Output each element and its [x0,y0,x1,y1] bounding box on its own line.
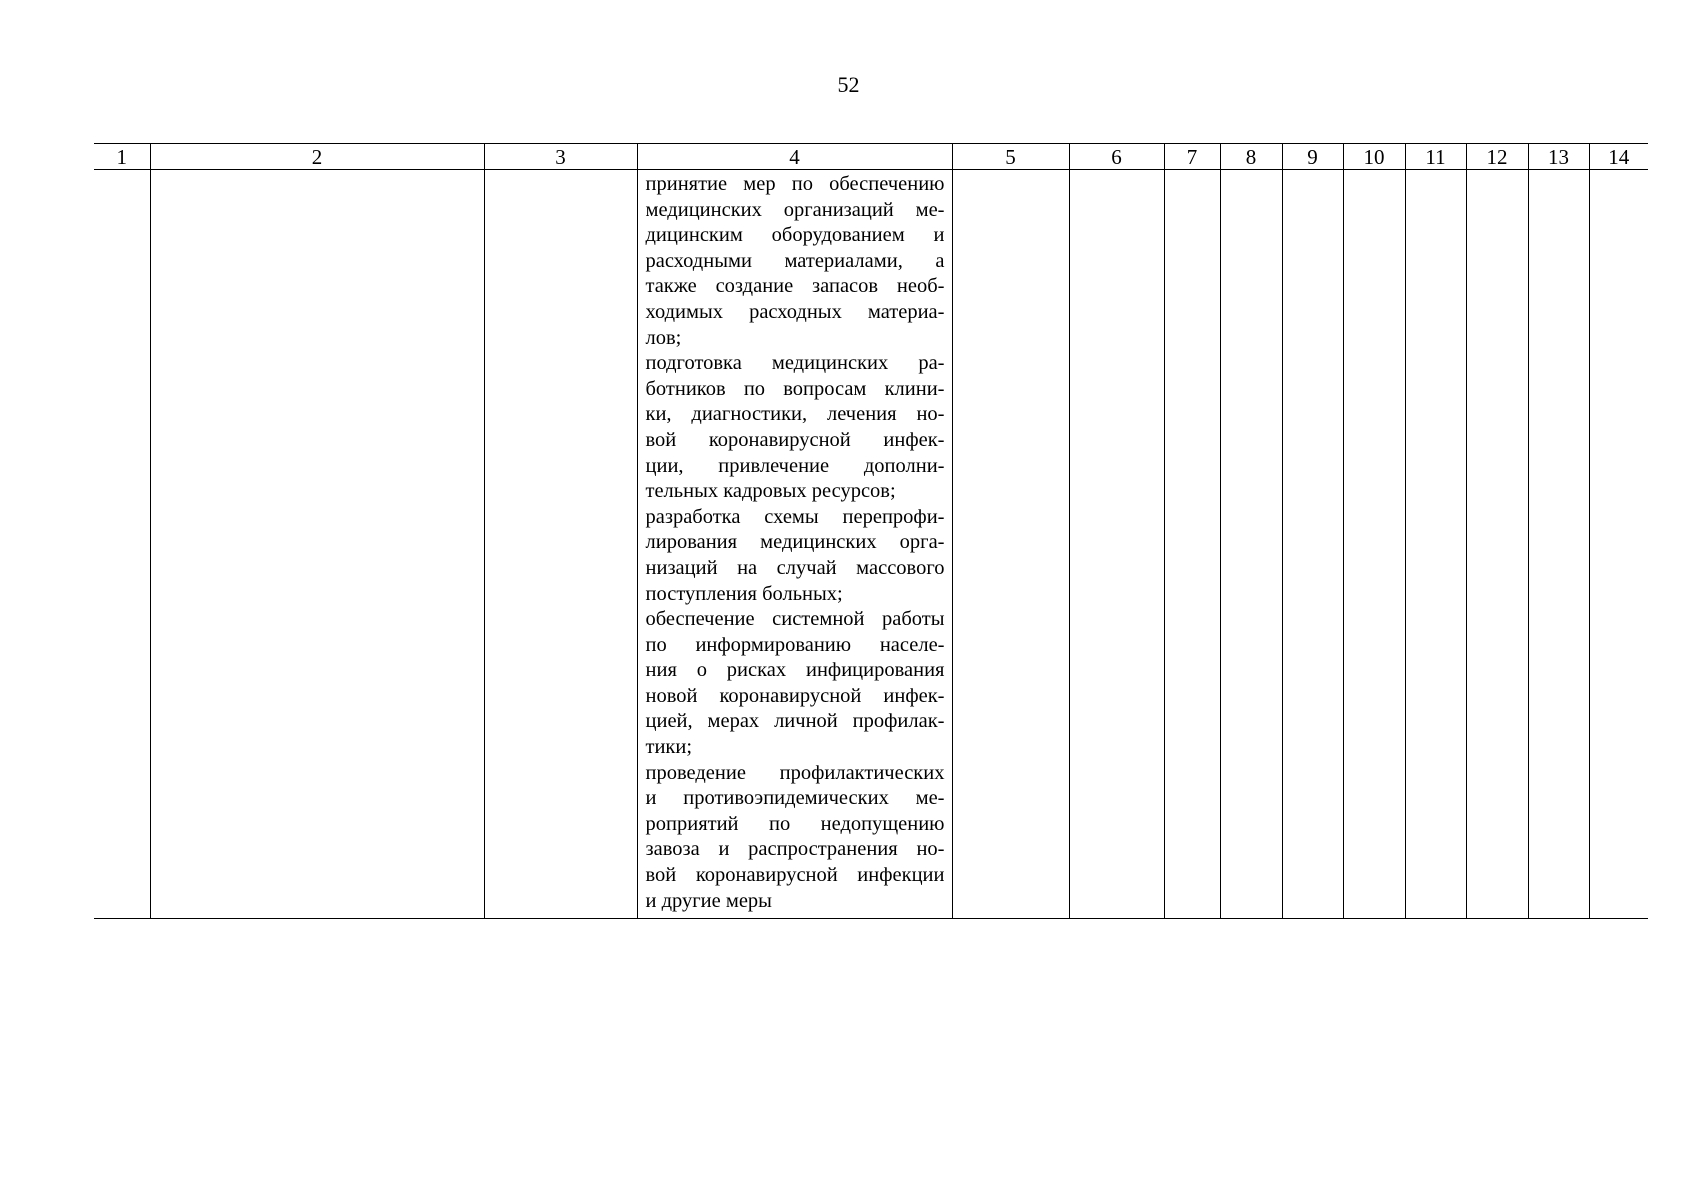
measure-line: цией, мерах личной профилак- [645,710,945,733]
column-header-14: 14 [1589,144,1648,170]
measure-line: ции, привлечение дополни- [645,454,945,477]
measure-line: расходными материалами, а [645,249,945,272]
cell-col-4-measures [637,170,952,919]
measure-line: также создание запасов необ- [645,275,945,298]
measure-line: завоза и распространения но- [645,838,945,861]
cell-col-7 [1164,170,1220,919]
measures-text [638,170,952,914]
measure-line: лов; [645,326,682,349]
measure-line: вой коронавирусной инфек- [645,428,945,451]
column-header-5: 5 [952,144,1069,170]
column-header-12: 12 [1466,144,1528,170]
measure-line: роприятий по недопущению [645,812,945,835]
cell-col-1 [94,170,150,919]
measures-table [94,143,1648,919]
measure-line: разработка схемы перепрофи- [645,505,945,528]
column-header-10: 10 [1343,144,1405,170]
cell-col-2 [150,170,484,919]
page-number: 52 [837,72,860,97]
measure-line: ходимых расходных материа- [645,300,945,323]
measure-line: вой коронавирусной инфекции [645,864,945,887]
measure-line: низаций на случай массового [645,556,945,579]
column-header-13: 13 [1528,144,1589,170]
column-header-2: 2 [150,144,484,170]
column-header-3: 3 [484,144,637,170]
measure-line: по информированию населе- [645,633,945,656]
measure-line: медицинских организаций ме- [645,198,945,221]
measure-line: новой коронавирусной инфек- [645,684,945,707]
measure-line: и противоэпидемических ме- [645,787,945,810]
measure-line: и другие меры [645,889,772,912]
measure-line: ния о рисках инфицирования [645,659,945,682]
measure-line: тельных кадровых ресурсов; [645,480,896,503]
table-row [94,170,1648,919]
measure-line: обеспечение системной работы [645,608,945,631]
column-header-9: 9 [1282,144,1343,170]
cell-col-9 [1282,170,1343,919]
column-header-11: 11 [1405,144,1466,170]
cell-col-10 [1343,170,1405,919]
measure-line: подготовка медицинских ра- [645,352,945,375]
measure-line: поступления больных; [645,582,843,605]
cell-col-12 [1466,170,1528,919]
column-header-7: 7 [1164,144,1220,170]
cell-col-3 [484,170,637,919]
measure-line: проведение профилактических [645,761,945,784]
measure-line: принятие мер по обеспечению [645,173,945,195]
measure-line: лирования медицинских орга- [645,531,945,554]
cell-col-13 [1528,170,1589,919]
measure-line: ки, диагностики, лечения но- [645,403,945,426]
measure-line: ботников по вопросам клини- [645,377,945,400]
column-header-4: 4 [637,144,952,170]
column-header-1: 1 [94,144,150,170]
cell-col-6 [1069,170,1164,919]
cell-col-14 [1589,170,1648,919]
column-header-6: 6 [1069,144,1164,170]
measure-line: дицинским оборудованием и [645,224,945,247]
column-header-8: 8 [1220,144,1282,170]
column-number-row [94,144,1648,170]
cell-col-5 [952,170,1069,919]
measure-line: тики; [645,736,693,759]
cell-col-11 [1405,170,1466,919]
cell-col-8 [1220,170,1282,919]
